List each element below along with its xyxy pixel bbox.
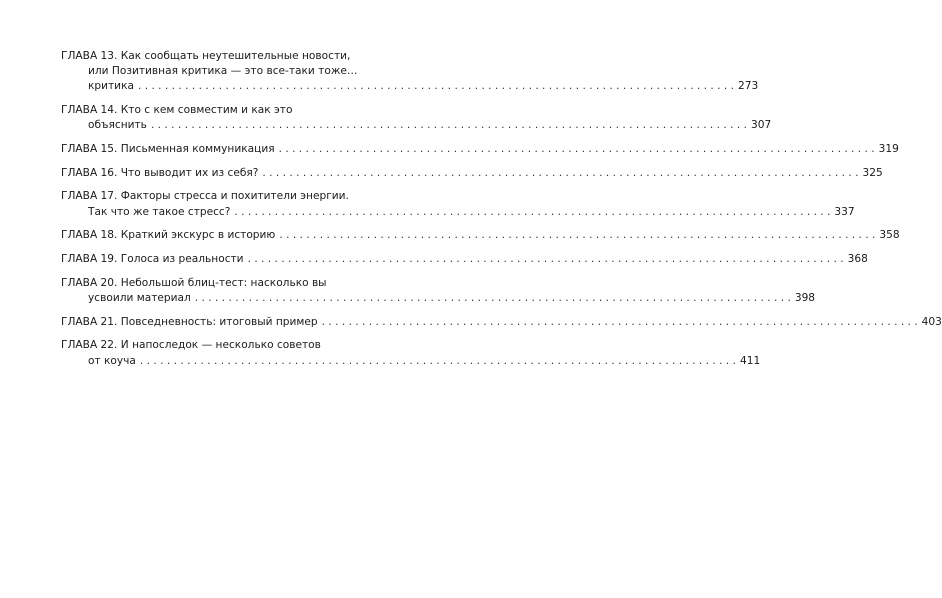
toc-line	[61, 252, 868, 267]
toc-line-text: ГЛАВА 21. Повседневность: итоговый пример	[61, 315, 318, 328]
toc-entry	[61, 228, 900, 243]
page-number: 398	[794, 291, 816, 304]
dot-leader	[275, 142, 879, 157]
toc-line	[61, 64, 357, 79]
toc-line	[61, 103, 357, 118]
page-number: 319	[878, 143, 899, 156]
toc-entry	[61, 276, 816, 306]
toc-line-text: ГЛАВА 20. Небольшой блиц-тест: насколько вы	[61, 276, 327, 289]
toc-line-text: ГЛАВА 16. Что выводит их из себя?	[61, 166, 259, 179]
page-number: 411	[739, 354, 761, 367]
toc-line-text: критика	[88, 80, 134, 93]
dot-leader	[147, 118, 751, 133]
toc-line	[61, 205, 855, 220]
toc-line	[61, 228, 900, 243]
toc-entry	[61, 338, 761, 368]
toc-line	[61, 338, 357, 353]
dot-leader	[244, 252, 848, 267]
toc-line	[61, 291, 816, 306]
toc-line	[61, 354, 761, 369]
toc-line-text: ГЛАВА 15. Письменная коммуникация	[61, 143, 275, 156]
toc-line	[61, 79, 759, 94]
toc-line-text: ГЛАВА 19. Голоса из реальности	[61, 253, 244, 266]
page-number: 368	[847, 253, 868, 266]
dot-leader	[230, 205, 834, 220]
toc-line	[61, 189, 357, 204]
toc-line-text: или Позитивная критика — это все-таки тоже…	[88, 65, 358, 78]
toc-entry	[61, 189, 855, 219]
toc-line-text: от коуча	[88, 354, 136, 367]
dot-leader	[191, 291, 795, 306]
toc-line-text: ГЛАВА 13. Как сообщать неутешительные новости,	[61, 50, 351, 62]
toc-line	[61, 315, 942, 330]
toc-line	[61, 166, 883, 181]
toc-entry	[61, 103, 772, 133]
dot-leader	[134, 79, 738, 94]
toc-line-text: ГЛАВА 17. Факторы стресса и похитители энергии.	[61, 190, 349, 203]
table-of-contents	[61, 49, 942, 377]
toc-entry	[61, 142, 899, 157]
toc-line-text: ГЛАВА 14. Кто с кем совместим и как это	[61, 104, 293, 117]
toc-entry	[61, 166, 883, 181]
page-number: 403	[921, 315, 942, 328]
toc-line-text: объяснить	[88, 119, 147, 132]
toc-line	[61, 118, 772, 133]
toc-line	[61, 49, 357, 64]
toc-entry	[61, 49, 759, 95]
dot-leader	[275, 228, 879, 243]
page-number: 307	[750, 119, 772, 132]
toc-line-text: ГЛАВА 18. Краткий экскурс в историю	[61, 229, 276, 242]
page-number: 325	[862, 166, 883, 179]
dot-leader	[136, 354, 740, 369]
toc-line	[61, 142, 899, 157]
dot-leader	[318, 315, 922, 330]
toc-line-text: Так что же такое стресс?	[88, 205, 231, 218]
toc-line-text: усвоили материал	[88, 291, 191, 304]
page-number: 337	[834, 205, 855, 218]
page-number: 273	[738, 80, 759, 93]
dot-leader	[258, 166, 862, 181]
toc-entry	[61, 315, 942, 330]
page-number: 358	[879, 229, 900, 242]
toc-entry	[61, 252, 868, 267]
toc-line	[61, 276, 357, 291]
toc-line-text: ГЛАВА 22. И напоследок — несколько советов	[61, 339, 321, 352]
